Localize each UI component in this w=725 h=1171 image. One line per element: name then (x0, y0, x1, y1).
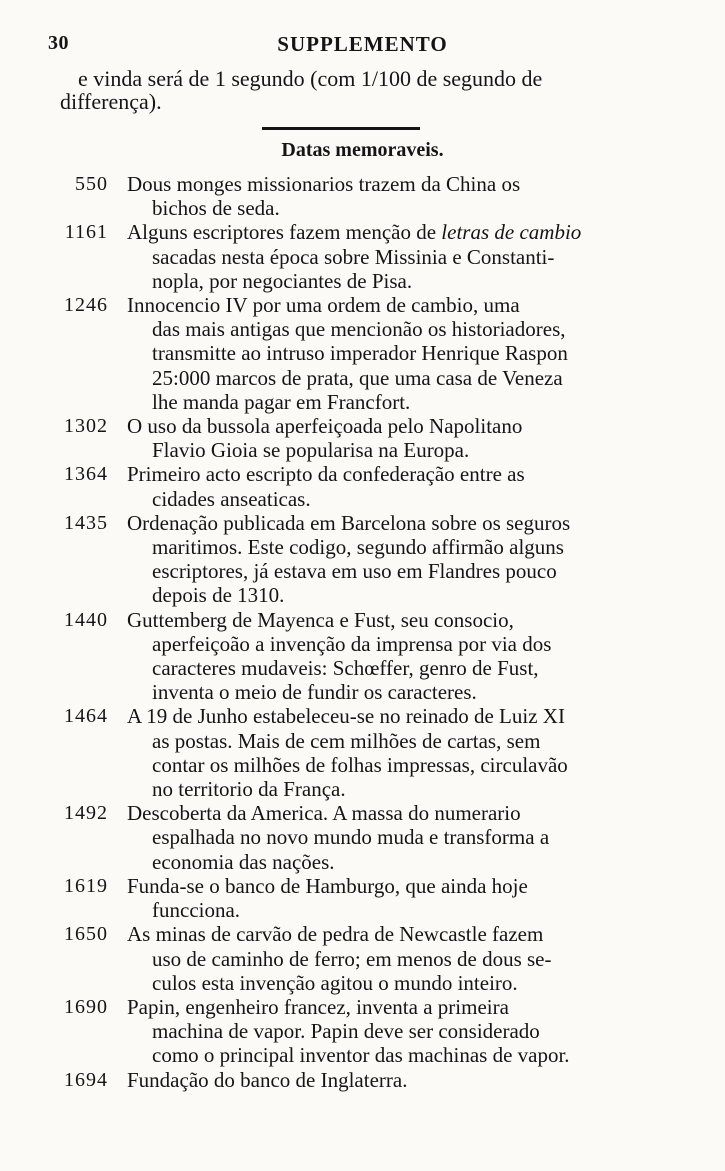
entry-line: Ordenação publicada em Barcelona sobre os seguros (127, 510, 571, 535)
intro-line-1: e vinda será de 1 segundo (com 1/100 de segundo de (78, 66, 543, 91)
entry-text (127, 511, 651, 608)
entry-year: 1694 (64, 1068, 108, 1091)
entry-line: contar os milhões de folhas impressas, circulavão (152, 752, 568, 777)
list-item (0, 1068, 725, 1092)
page-number: 30 (48, 32, 69, 54)
entry-year: 1440 (64, 608, 108, 631)
entry-line: Dous monges missionarios trazem da China os (127, 172, 521, 196)
entry-year: 1246 (64, 294, 108, 317)
entry-line: as postas. Mais de cem milhões de cartas, sem (152, 728, 541, 753)
entry-line: inventa o meio de fundir os caracteres. (152, 680, 477, 705)
entry-line: O uso da bussola aperfeiçoada pelo Napolitano (127, 414, 523, 439)
entry-line: Primeiro acto escripto da confederação entre as (127, 462, 525, 487)
entry-line: depois de 1310. (152, 583, 285, 608)
intro-paragraph (60, 66, 658, 114)
entry-year: 1650 (64, 923, 108, 946)
entry-line: economia das nações. (152, 849, 335, 874)
entry-year: 1161 (64, 221, 108, 244)
entry-line: Descoberta da America. A massa do numerario (127, 801, 521, 826)
entry-text (127, 1068, 651, 1092)
entry-line: transmitte ao intruso imperador Henrique Raspon (152, 341, 568, 366)
list-item (0, 293, 725, 414)
entry-line: maritimos. Este codigo, segundo affirmão alguns (152, 535, 564, 560)
entry-text (127, 414, 651, 462)
italic-term: letras de cambio (441, 220, 582, 245)
entry-line: cidades anseaticas. (152, 486, 311, 511)
entry-line: aperfeiçoão a invenção da imprensa por via dos (152, 631, 552, 656)
entry-line: caracteres mudaveis: Schœffer, genro de Fust, (152, 656, 539, 681)
entry-year: 1364 (64, 463, 108, 486)
entry-line: As minas de carvão de pedra de Newcastle fazem (127, 922, 544, 947)
entry-line-start: Alguns escriptores fazem menção de (127, 220, 442, 245)
entry-year: 1492 (64, 802, 108, 825)
list-item (0, 922, 725, 995)
entry-line: A 19 de Junho estabeleceu-se no reinado de Luiz XI (127, 704, 565, 729)
entry-year: 550 (75, 173, 108, 195)
entry-line: Fundação do banco de Inglaterra. (127, 1067, 408, 1092)
entry-line: funcciona. (152, 898, 241, 923)
entry-text (127, 801, 651, 874)
list-item (0, 414, 725, 462)
intro-line-2: differença). (60, 89, 162, 114)
entry-line: Flavio Gioia se popularisa na Europa. (152, 438, 470, 463)
entry-line: Guttemberg de Mayenca e Fust, seu consocio, (127, 607, 514, 632)
entry-line: como o principal inventor das machinas de vapor. (152, 1043, 570, 1068)
entry-line: machina de vapor. Papin deve ser considerado (152, 1019, 540, 1044)
page-header (48, 28, 677, 62)
entry-line: nopla, por negociantes de Pisa. (152, 268, 413, 293)
entry-year: 1619 (64, 874, 108, 897)
list-item (0, 874, 725, 922)
section-title: Datas memoraveis. (281, 139, 444, 161)
entry-line: Funda-se o banco de Hamburgo, que ainda hoje (127, 873, 528, 898)
section-divider (262, 127, 420, 130)
entry-line: 25:000 marcos de prata, que uma casa de Veneza (152, 365, 563, 390)
memorable-dates-list (0, 172, 725, 1092)
entry-text (127, 293, 651, 414)
list-item (0, 462, 725, 510)
entry-line: escriptores, já estava em uso em Flandres pouco (152, 559, 557, 584)
list-item (0, 801, 725, 874)
entry-line: Papin, engenheiro francez, inventa a primeira (127, 994, 509, 1019)
list-item (0, 220, 725, 293)
running-title: SUPPLEMENTO (277, 32, 448, 56)
entry-text (127, 922, 651, 995)
entry-text (127, 462, 651, 510)
entry-line (127, 220, 651, 244)
entry-year: 1690 (64, 995, 108, 1018)
entry-text (127, 172, 651, 220)
entry-line: culos esta invenção agitou o mundo inteiro. (152, 970, 518, 995)
entry-line: bichos de seda. (152, 196, 280, 221)
list-item (0, 995, 725, 1068)
entry-year: 1464 (64, 705, 108, 728)
entry-text (127, 874, 651, 922)
entry-text (127, 995, 651, 1068)
entry-line: das mais antigas que mencionão os historiadores, (152, 317, 566, 342)
entry-line: lhe manda pagar em Francfort. (152, 389, 411, 414)
list-item (0, 608, 725, 705)
entry-year: 1435 (64, 511, 108, 534)
entry-line: no territorio da França. (152, 777, 346, 802)
entry-text (127, 704, 651, 801)
list-item (0, 704, 725, 801)
entry-text (127, 608, 651, 705)
entry-line: Innocencio IV por uma ordem de cambio, uma (127, 293, 520, 318)
entry-line: uso de caminho de ferro; em menos de dous se- (152, 946, 552, 971)
entry-year: 1302 (64, 415, 108, 438)
list-item (0, 172, 725, 220)
entry-line: espalhada no novo mundo muda e transforma a (152, 825, 550, 850)
entry-text (127, 220, 651, 293)
entry-line: sacadas nesta época sobre Missinia e Constanti- (152, 244, 555, 269)
list-item (0, 511, 725, 608)
